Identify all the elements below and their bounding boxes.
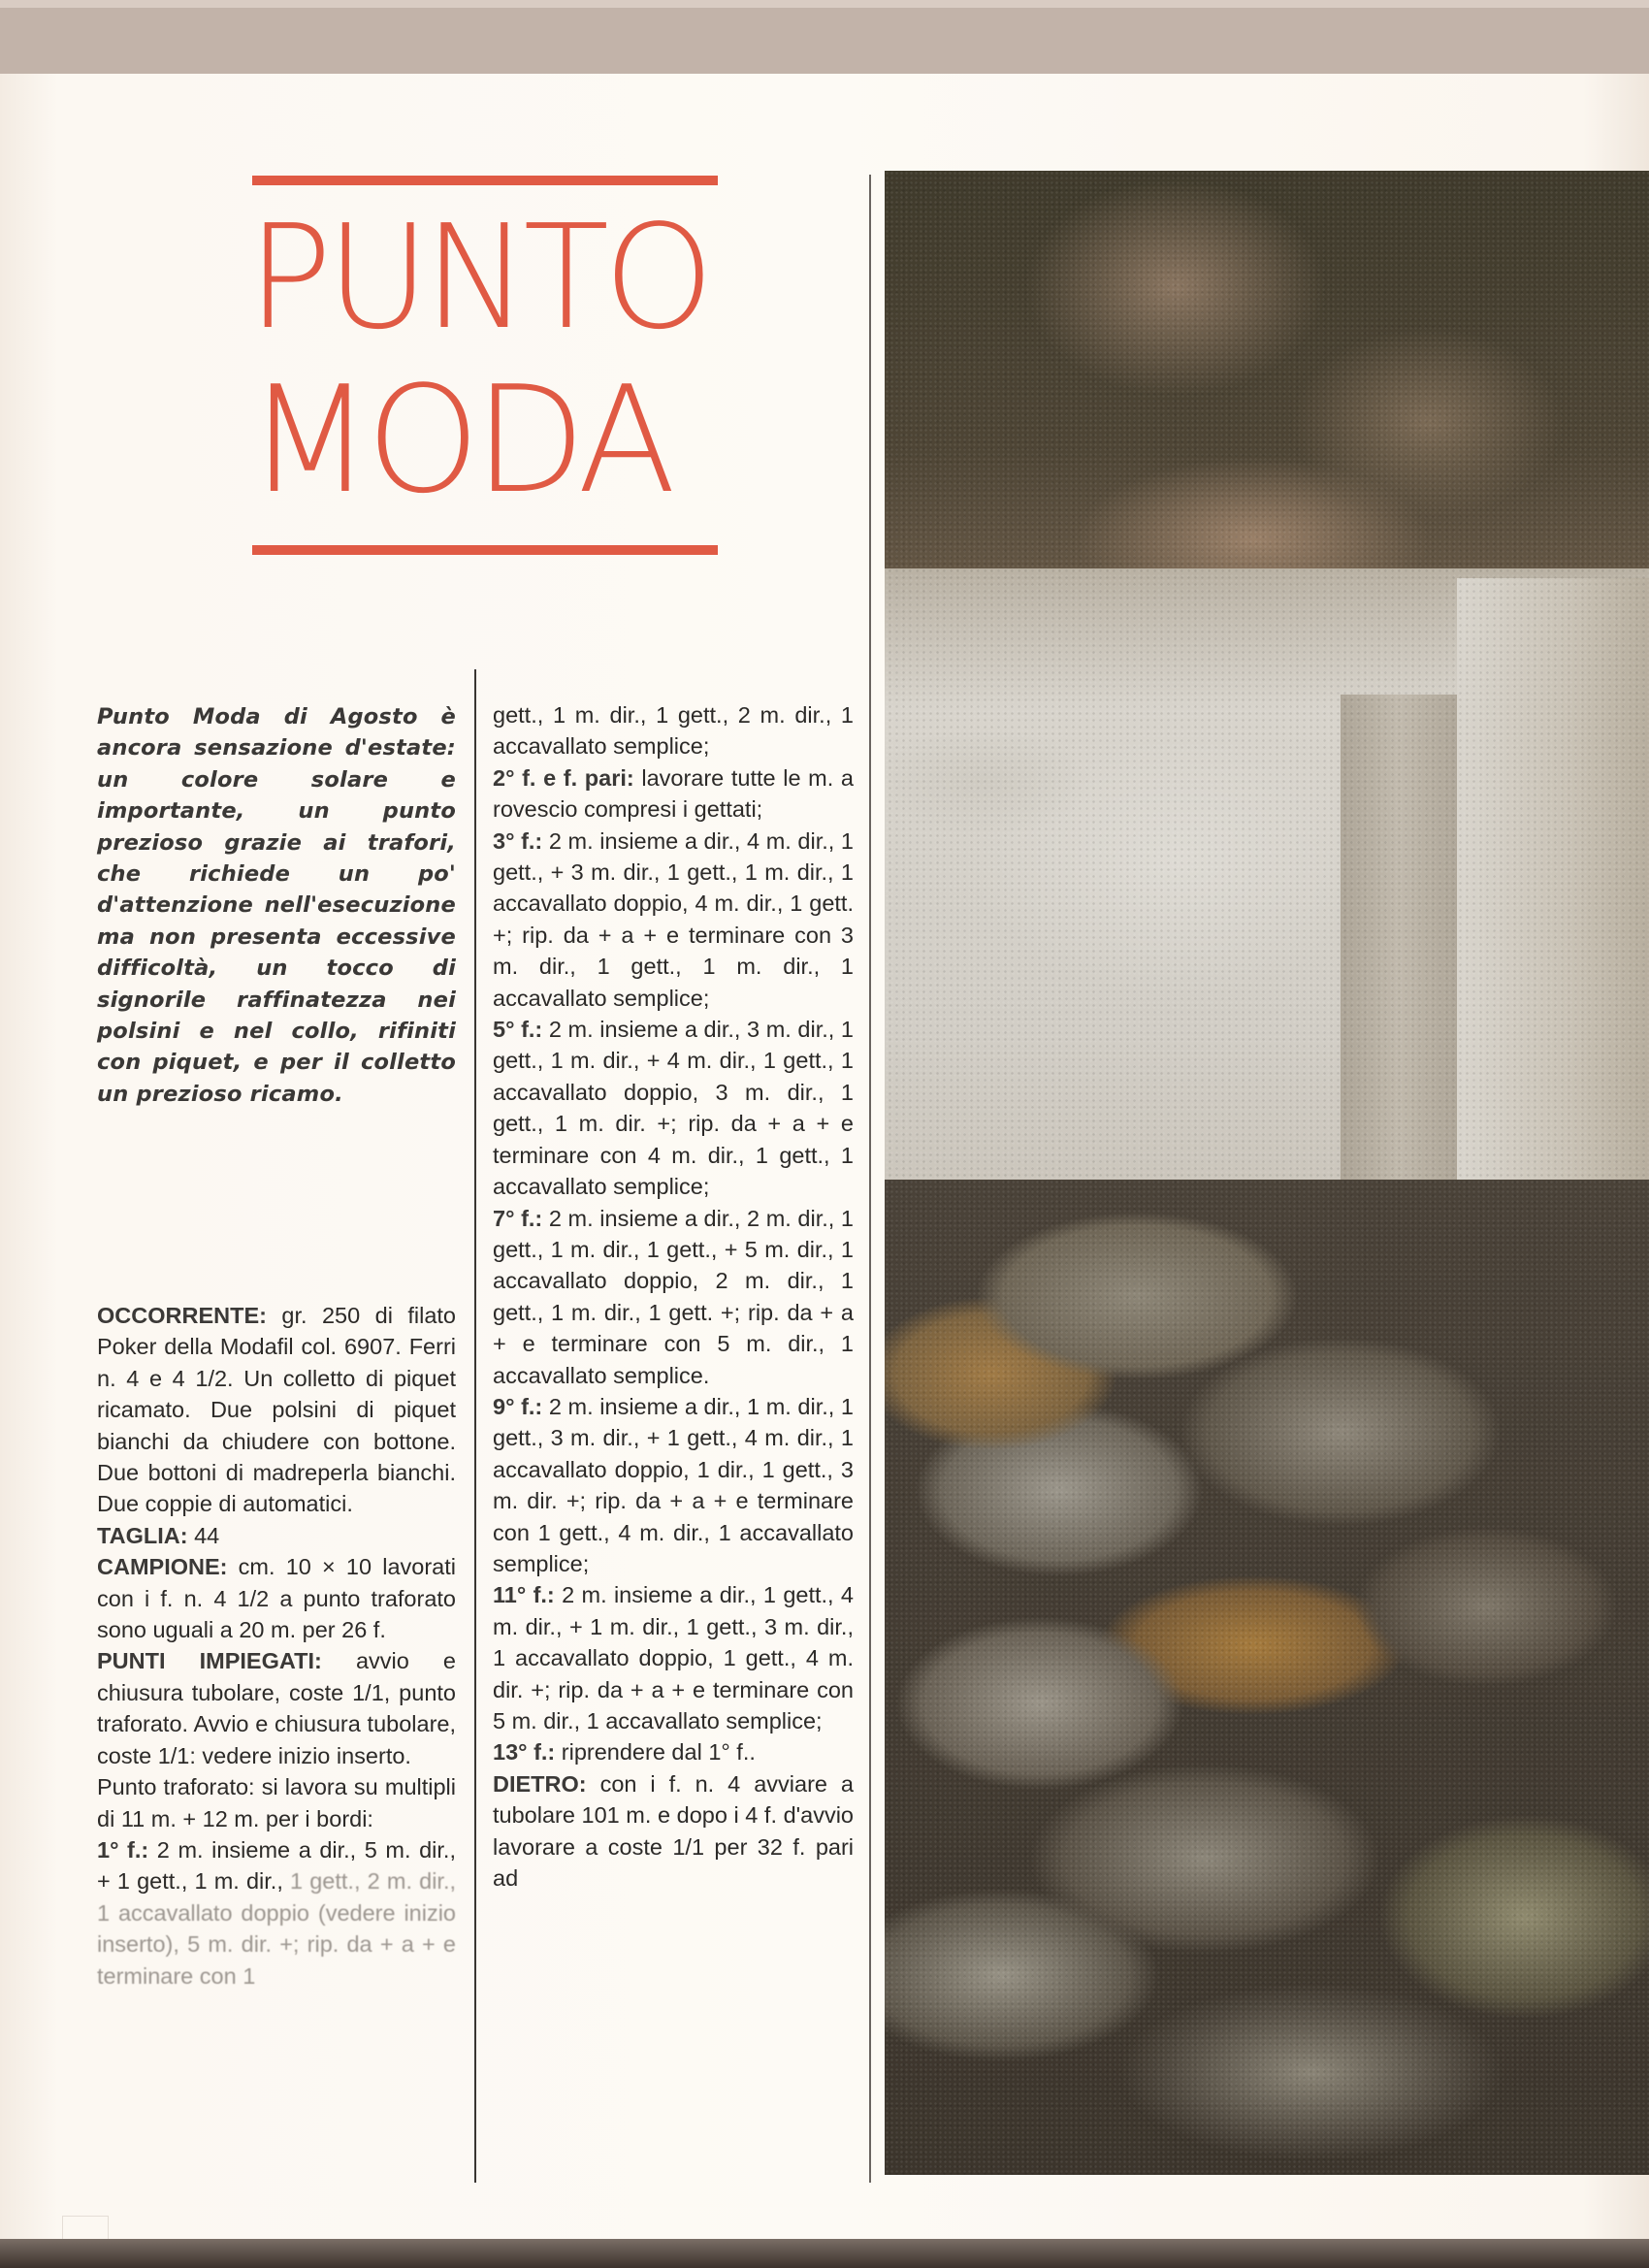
text-row-7: 2 m. insieme a dir., 2 m. dir., 1 gett., 1 m. dir., 1 gett., + 5 m. dir., 1 accavallato doppio, 2 m. dir., 1 gett., 1 m. dir., 1 gett. +; rip. da + a + e terminare con 5 m. dir., 1 accavallato semplice. [493, 1205, 854, 1388]
label-row-1: 1° f.: [97, 1836, 149, 1863]
title-word-punto: PUNTO [247, 194, 709, 361]
title-word-moda: MODA [247, 354, 671, 526]
text-row-1: 2 m. insieme a dir., 5 m. dir., + 1 gett., 1 m. dir., [97, 1836, 456, 1895]
title-line-1 [247, 194, 732, 361]
row-9 [493, 1391, 854, 1579]
label-row-7: 7° f.: [493, 1205, 543, 1231]
text-row-13: riprendere dal 1° f.. [555, 1739, 756, 1766]
label-row-5: 5° f.: [493, 1017, 543, 1043]
label-taglia: TAGLIA: [97, 1522, 188, 1548]
scan-bottom-edge [0, 2239, 1649, 2268]
label-row-11: 11° f.: [493, 1582, 555, 1608]
row-13 [493, 1736, 854, 1767]
section-dietro [493, 1768, 854, 1895]
section-taglia [97, 1520, 456, 1551]
row-5 [493, 1014, 854, 1202]
label-row-9: 9° f.: [493, 1393, 543, 1419]
text-row-1-faded: 1 gett., 2 m. dir., 1 accavallato doppio (vedere inizio inserto), 5 m. dir. +; rip. da + a + e terminare con 1 [97, 1868, 456, 1989]
row-11 [493, 1579, 854, 1736]
row-7 [493, 1203, 854, 1391]
instructions-column-left [97, 1300, 456, 1992]
label-punti-impiegati: PUNTI IMPIEGATI: [97, 1648, 322, 1674]
title-rule-top [252, 176, 718, 185]
photo-grain [885, 171, 1649, 2175]
text-occorrente: gr. 250 di filato Poker della Modafil col. 6907. Ferri n. 4 e 4 1/2. Un colletto di piquet ricamato. Due polsini di piquet bianchi da chiudere con bottone. Due bottoni di madreperla bianchi. Due coppie di automatici. [97, 1303, 456, 1517]
text-dietro: con i f. n. 4 avviare a tubolare 101 m. e dopo i 4 f. d'avvio lavorare a coste 1/1 per 32 f. pari ad [493, 1770, 854, 1892]
text-taglia: 44 [187, 1522, 220, 1548]
section-occorrente [97, 1300, 456, 1520]
text-row-9: 2 m. insieme a dir., 1 m. dir., 1 gett., 3 m. dir., + 1 gett., 4 m. dir., 1 accavallato doppio, 1 dir., 1 gett., 3 m. dir. +; rip. da + a + e terminare con 1 gett., 4 m. dir., 1 accavallato semplice; [493, 1393, 854, 1576]
scan-top-edge [0, 0, 1649, 80]
title-line-2 [247, 354, 732, 526]
section-punto-traforato: Punto traforato: si lavora su multipli di 11 m. + 12 m. per i bordi: [97, 1774, 456, 1831]
label-campione: CAMPIONE: [97, 1554, 228, 1580]
row-3 [493, 826, 854, 1014]
intro-lede: Punto Moda di Agosto è ancora sensazione d'estate: un colore solare e importante, un punto prezioso grazie ai trafori, che richiede un po' d'attenzione nell'esecuzione ma non presenta eccessive difficoltà, un tocco di signorile raffinatezza nei polsini e nel collo, rifiniti con piquet, e per il colletto un prezioso ricamo. [97, 704, 456, 1107]
instructions-column-middle [493, 699, 854, 1894]
stone-wall-photo [885, 171, 1649, 2175]
section-campione [97, 1551, 456, 1645]
row-2 [493, 762, 854, 826]
label-dietro: DIETRO: [493, 1770, 587, 1797]
row-1-continuation: gett., 1 m. dir., 1 gett., 2 m. dir., 1 accavallato semplice; [493, 702, 854, 760]
label-row-3: 3° f.: [493, 827, 543, 854]
column-divider-2 [869, 175, 871, 2183]
text-punti-impiegati: avvio e chiusura tubolare, coste 1/1, punto traforato. Avvio e chiusura tubolare, coste 1/1: vedere inizio inserto. [97, 1648, 456, 1768]
column-divider-1 [474, 669, 476, 2183]
label-occorrente: OCCORRENTE: [97, 1303, 267, 1328]
text-campione: cm. 10 × 10 lavorati con i f. n. 4 1/2 a punto traforato sono uguali a 20 m. per 26 f. [97, 1554, 456, 1643]
label-row-2: 2° f. e f. pari: [493, 764, 634, 791]
text-row-11: 2 m. insieme a dir., 1 gett., 4 m. dir., + 1 m. dir., 1 gett., 3 m. dir., 1 accavallato doppio, 1 gett., 4 m. dir. +; rip. da + a + e terminare con 5 m. dir., 1 accavallato semplice; [493, 1582, 854, 1733]
title-rule-bottom [252, 545, 718, 555]
text-row-2: lavorare tutte le m. a rovescio compresi i gettati; [493, 764, 854, 823]
text-row-3: 2 m. insieme a dir., 4 m. dir., 1 gett., + 3 m. dir., 1 gett., 1 m. dir., 1 accavallato doppio, 4 m. dir., 1 gett. +; rip. da + a + e terminare con 3 m. dir., 1 gett., 1 m. dir., 1 accavallato semplice; [493, 827, 854, 1011]
row-1 [97, 1834, 456, 1992]
text-row-5: 2 m. insieme a dir., 3 m. dir., 1 gett., 1 m. dir., + 4 m. dir., 1 gett., 1 accavallato doppio, 3 m. dir., 1 gett., 1 m. dir. +; rip. da + a + e terminare con 4 m. dir., 1 gett., 1 accavallato semplice; [493, 1017, 854, 1200]
label-row-13: 13° f.: [493, 1739, 556, 1766]
section-punti-impiegati [97, 1645, 456, 1771]
